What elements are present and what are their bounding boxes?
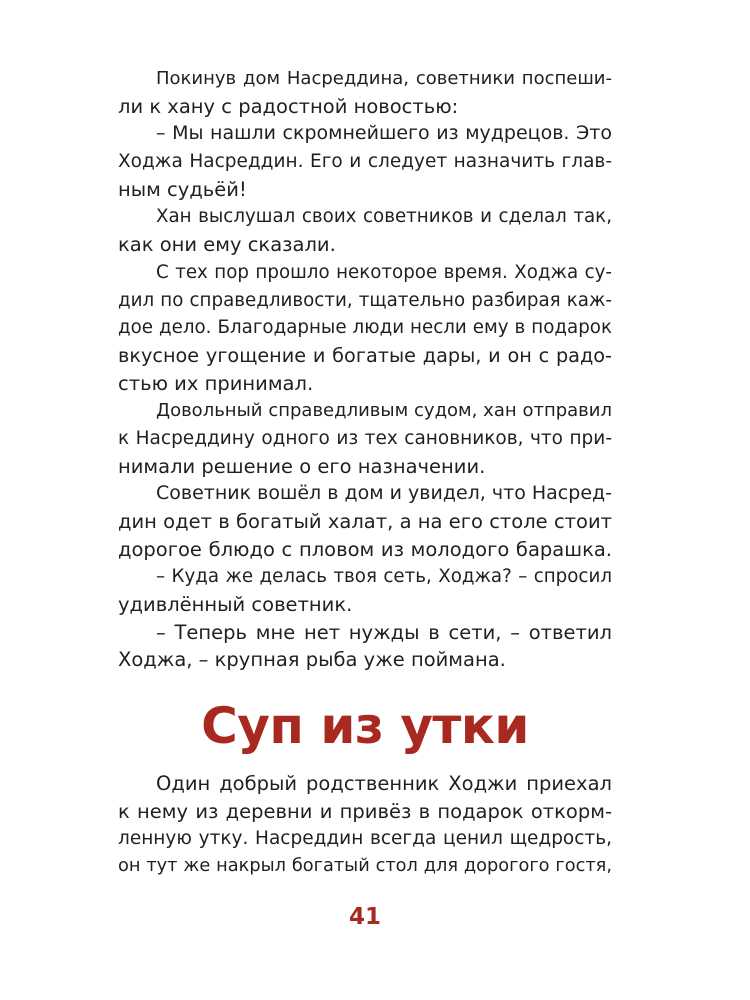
- text-line: Довольный справедливым судом, хан отправил: [156, 400, 612, 422]
- text-line: Хан выслушал своих советников и сделал так,: [156, 206, 612, 228]
- text-line: вкусное угощение и богатые дары, и он с радо-: [118, 343, 612, 367]
- text-line: – Теперь мне нет нужды в сети, – ответил: [156, 620, 612, 644]
- text-line: С тех пор прошло некоторое время. Ходжа су-: [156, 261, 612, 283]
- story-ending-text: [118, 65, 612, 674]
- text-line: ли к хану с радостной новостью:: [118, 94, 459, 118]
- text-line: к нему из деревни и привёз в подарок откорм-: [118, 799, 612, 823]
- text-line: Ходжа Насреддин. Его и следует назначить глав-: [118, 151, 612, 173]
- text-line: Один добрый родственник Ходжи приехал: [156, 772, 612, 795]
- chapter-text: [118, 770, 612, 881]
- text-line: ленную утку. Насреддин всегда ценил щедрость,: [118, 828, 612, 850]
- text-line: Покинув дом Насреддина, советники поспеши-: [156, 68, 612, 89]
- text-line: ным судьёй!: [118, 177, 247, 201]
- text-line: он тут же накрыл богатый стол для дорогого гостя,: [118, 856, 612, 877]
- text-line: дил по справедливости, тщательно разбирая каж-: [118, 289, 612, 311]
- text-line: дое дело. Благодарные люди несли ему в подарок: [118, 317, 612, 339]
- text-line: дорогое блюдо с пловом из молодого барашка.: [118, 537, 612, 561]
- chapter-title: Суп из утки: [201, 697, 529, 755]
- text-line: стью их принимал.: [118, 371, 314, 395]
- page-number: 41: [348, 904, 381, 930]
- book-page: [118, 0, 612, 1000]
- text-line: дин одет в богатый халат, а на его столе стоит: [118, 510, 612, 533]
- text-line: удивлённый советник.: [118, 593, 353, 617]
- text-line: Советник вошёл в дом и увидел, что Насред-: [156, 482, 612, 505]
- text-line: – Мы нашли скромнейшего из мудрецов. Это: [156, 122, 612, 145]
- text-line: Ходжа, – крупная рыба уже поймана.: [118, 648, 506, 672]
- text-line: как они ему сказали.: [118, 233, 336, 257]
- text-line: к Насреддину одного из тех сановников, что при-: [118, 427, 612, 449]
- text-line: – Куда же делась твоя сеть, Ходжа? – спросил: [156, 566, 612, 588]
- text-line: нимали решение о его назначении.: [118, 454, 486, 478]
